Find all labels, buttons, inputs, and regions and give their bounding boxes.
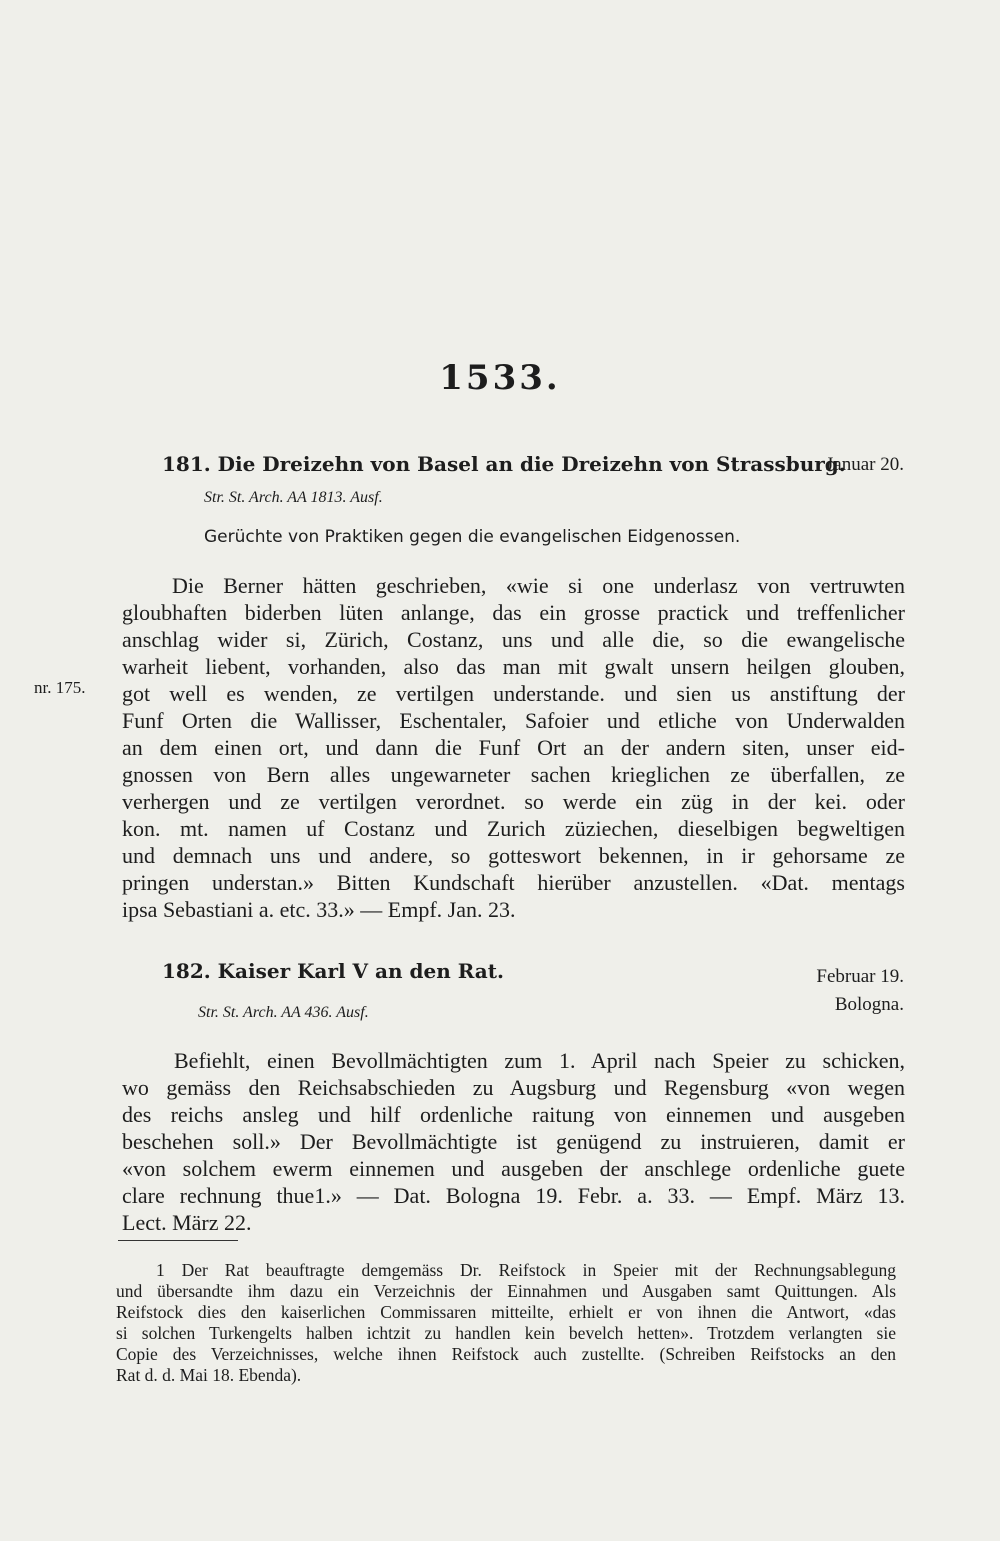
footnote-line: Rat d. d. Mai 18. Ebenda). [116, 1365, 302, 1385]
body-line: anschlag wider si, Zürich, Costanz, uns und alle die, so die ewangelische [122, 627, 905, 652]
entry-182-title: 182. Kaiser Karl V an den Rat. [162, 959, 504, 983]
entry-182-body [122, 1047, 905, 1236]
body-line: pringen understan.» Bitten Kundschaft hierüber anzustellen. «Dat. mentags [122, 870, 905, 895]
body-line: clare rechnung thue1.» — Dat. Bologna 19. Febr. a. 33. — Empf. März 13. [122, 1183, 905, 1208]
entry-181-source: Str. St. Arch. AA 1813. Ausf. [204, 489, 383, 506]
body-line: und demnach uns und andere, so gotteswort bekennen, in ir gehorsame ze [122, 843, 905, 868]
body-line: verhergen und ze vertilgen verordnet. so werde ein züg in der kei. oder [122, 789, 905, 814]
body-line: beschehen soll.» Der Bevollmächtigte ist genügend zu instruieren, damit er [122, 1129, 905, 1154]
year-heading: 1533. [439, 358, 561, 398]
body-line: des reichs ansleg und hilf ordenliche raitung von einnemen und ausgeben [122, 1102, 905, 1127]
body-line: ipsa Sebastiani a. etc. 33.» — Empf. Jan. 23. [122, 897, 516, 922]
body-line: Funf Orten die Wallisser, Eschentaler, Safoier und etliche von Underwalden [122, 708, 905, 733]
margin-reference: nr. 175. [34, 678, 86, 697]
entry-181-header [162, 451, 904, 477]
footnote [116, 1260, 896, 1386]
body-line: «von solchem ewerm einnemen und ausgeben der anschlege ordenliche guete [122, 1156, 905, 1181]
entry-182-dateline [816, 963, 904, 1019]
footnote-line: und übersandte ihm dazu ein Verzeichnis der Einnahmen und Ausgaben samt Quittungen. Als [116, 1281, 896, 1301]
body-line: gnossen von Bern alles ungewarneter sachen krieglichen ze überfallen, ze [122, 762, 905, 787]
footnote-line: 1 Der Rat beauftragte demgemäss Dr. Reifstock in Speier mit der Rechnungsablegung [156, 1260, 896, 1280]
body-line: Die Berner hätten geschrieben, «wie si one underlasz von vertruwten [172, 573, 905, 598]
body-line: an dem einen ort, und dann die Funf Ort an der andern siten, unser eid- [122, 735, 905, 760]
entry-182-date: Februar 19. [816, 966, 904, 987]
body-line: Lect. März 22. [122, 1210, 252, 1235]
entry-181-title: 181. Die Dreizehn von Basel an die Dreizehn von Strassburg. [162, 452, 846, 476]
footnote-line: Reifstock dies den kaiserlichen Commissaren mitteilte, erhielt er von ihnen die Antwort, «das [116, 1302, 896, 1322]
entry-182-source: Str. St. Arch. AA 436. Ausf. [198, 1004, 369, 1021]
body-line: warheit liebent, vorhanden, also das man mit gwalt unsern heilgen glouben, [122, 654, 905, 679]
entry-181-body [122, 572, 905, 923]
entry-181-summary: Gerüchte von Praktiken gegen die evangelischen Eidgenossen. [204, 527, 741, 547]
footnote-line: si solchen Turkengelts halben ichtzit zu handlen kein bevelch hetten». Trotzdem verlangten sie [116, 1323, 896, 1343]
body-line: wo gemäss den Reichsabschieden zu Augsburg und Regensburg «von wegen [122, 1075, 905, 1100]
entry-182-place: Bologna. [834, 994, 904, 1015]
entry-181-date: Januar 20. [825, 454, 904, 475]
body-line: Befiehlt, einen Bevollmächtigten zum 1. April nach Speier zu schicken, [174, 1048, 905, 1073]
body-line: got well es wenden, ze vertilgen understande. und sien us anstiftung der [122, 681, 905, 706]
footnote-divider [118, 1240, 238, 1241]
footnote-line: Copie des Verzeichnisses, welche ihnen Reifstock auch zustellte. (Schreiben Reifstocks an den [116, 1344, 896, 1364]
body-line: kon. mt. namen uf Costanz und Zurich züziechen, dieselbigen begweltigen [122, 816, 905, 841]
body-line: gloubhaften biderben lüten anlange, das ein grosse practick und treffenlicher [122, 600, 905, 625]
